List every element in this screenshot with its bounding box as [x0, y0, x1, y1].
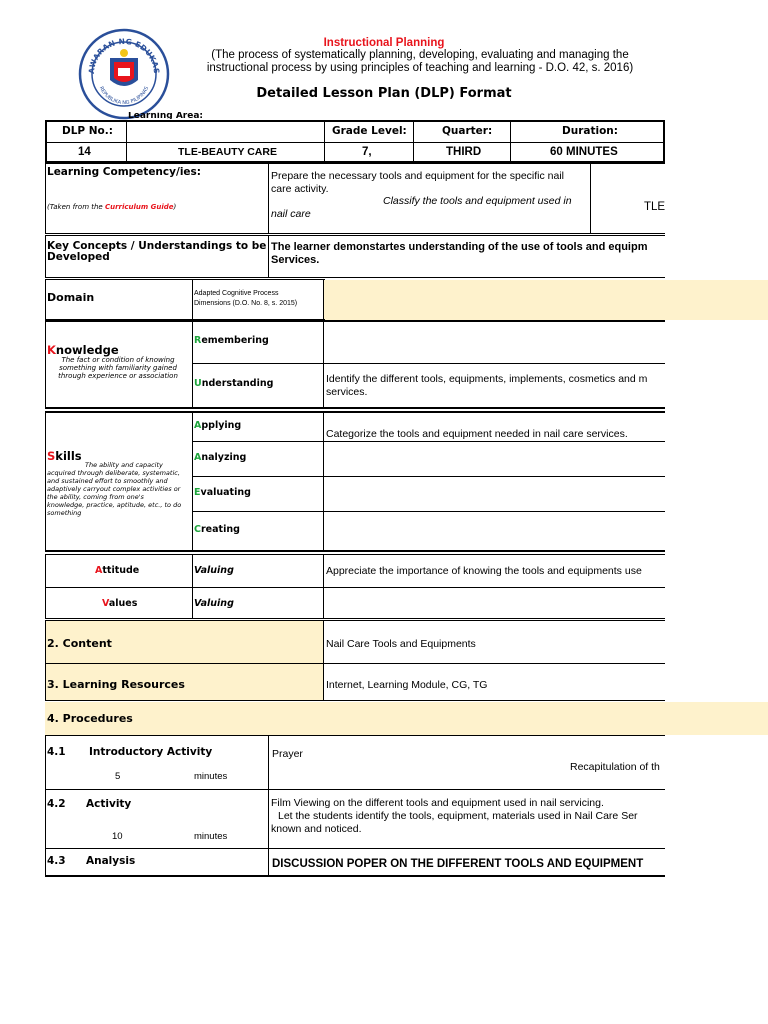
intro-text-prayer: Prayer: [272, 748, 303, 760]
header-subtitle-line2: instructional process by using principles of teaching and learning - D.O. 42, s. 2016): [206, 62, 634, 74]
seal-text-bottom: REPUBLIKA NG PILIPINAS: [97, 85, 151, 107]
dlp-title: Detailed Lesson Plan (DLP) Format: [256, 86, 512, 101]
competency-line4: nail care: [271, 208, 311, 220]
header-subtitle-line1: (The process of systematically planning, developing, evaluating and managing the: [211, 49, 629, 61]
quarter-label: Quarter:: [442, 125, 493, 137]
intro-text-recap: Recapitulation of th: [570, 761, 660, 773]
analysis-text: DISCUSSION POPER ON THE DIFFERENT TOOLS AND EQUIPMENT: [272, 858, 644, 870]
competency-code: TLE: [644, 201, 666, 213]
remembering-label: Remembering: [194, 335, 269, 346]
values-valuing: Valuing: [194, 598, 234, 609]
intro-number: 4.1: [47, 746, 66, 758]
procedures-highlight: [45, 702, 768, 735]
key-concepts-label-line2: Developed: [47, 251, 110, 263]
activity-minutes-unit: minutes: [194, 831, 228, 842]
attitude-label: Attitude: [95, 565, 140, 576]
duration-label: Duration:: [562, 125, 618, 137]
attitude-valuing: Valuing: [194, 565, 234, 576]
skills-description: The ability and capacity acquired through deliberate, systematic, and sustained effort to smoothly and adaptively carryout complex activities or the ability, coming from one's knowledge, practice, aptitude, etc., to do something: [47, 461, 182, 517]
header-title: Instructional Planning: [323, 37, 445, 49]
creating-label: Creating: [194, 524, 240, 535]
applying-text: Categorize the tools and equipment needed in nail care services.: [326, 428, 628, 440]
understanding-label: Understanding: [194, 378, 274, 389]
grade-level-label: Grade Level:: [332, 125, 407, 137]
analyzing-label: Analyzing: [194, 452, 247, 463]
competency-line1: Prepare the necessary tools and equipment for the specific nail: [271, 170, 565, 182]
curriculum-guide-text: Curriculum Guide: [104, 203, 174, 211]
competency-source: (Taken from the Curriculum Guide): [47, 203, 177, 211]
header-subtitle: [150, 49, 690, 75]
applying-label: Applying: [194, 420, 242, 431]
key-concepts-text-line2: Services.: [271, 254, 320, 266]
quarter-value: THIRD: [446, 146, 482, 158]
activity-text-line3: known and noticed.: [271, 823, 362, 835]
competency-line2: care activity.: [271, 183, 329, 195]
dlp-no-label: DLP No.:: [62, 125, 113, 137]
domain-highlight: [324, 280, 768, 320]
intro-minutes-number: 5: [115, 771, 121, 782]
key-concepts-label-line1: Key Concepts / Understandings to be: [47, 240, 267, 252]
resources-label: 3. Learning Resources: [47, 678, 185, 691]
evaluating-label: Evaluating: [194, 487, 251, 498]
resources-text: Internet, Learning Module, CG, TG: [326, 679, 488, 691]
activity-text-line1: Film Viewing on the different tools and equipment used in nail servicing.: [271, 797, 604, 809]
procedures-label: 4. Procedures: [47, 712, 133, 725]
attitude-text: Appreciate the importance of knowing the tools and equipments use: [326, 565, 642, 577]
understanding-text-line1: Identify the different tools, equipments, implements, cosmetics and m: [326, 373, 648, 385]
activity-label: Activity: [86, 798, 132, 810]
content-label: 2. Content: [47, 637, 112, 650]
values-label: Values: [102, 598, 138, 609]
intro-label: Introductory Activity: [89, 746, 213, 758]
seal-text-top: AWARAN NG EDUKAS: [86, 36, 162, 75]
activity-text-line2: Let the students identify the tools, equipment, materials used in Nail Care Ser: [278, 810, 638, 822]
understanding-text-line2: services.: [326, 386, 368, 398]
analysis-label: Analysis: [86, 855, 136, 867]
activity-minutes-number: 10: [112, 831, 123, 842]
competency-line3: Classify the tools and equipment used in: [383, 195, 572, 207]
content-text: Nail Care Tools and Equipments: [326, 638, 476, 650]
intro-minutes-unit: minutes: [194, 771, 228, 782]
knowledge-description: The fact or condition of knowing something with familiarity gained through experience or association: [58, 356, 178, 380]
learning-area-value: TLE-BEAUTY CARE: [178, 146, 277, 158]
skills-label: Skills: [47, 449, 82, 463]
learning-area-label: Learning Area:: [128, 112, 204, 119]
domain-label: Domain: [47, 291, 95, 304]
competency-label: Learning Competency/ies:: [47, 166, 201, 178]
key-concepts-text-line1: The learner demonstartes understanding of the use of tools and equipm: [271, 241, 648, 253]
analysis-number: 4.3: [47, 855, 66, 867]
dlp-no-value: 14: [78, 146, 91, 158]
grade-level-value: 7,: [362, 146, 372, 158]
adapted-dimensions: Adapted Cognitive Process Dimensions (D.O. No. 8, s. 2015): [194, 290, 298, 307]
duration-value: 60 MINUTES: [550, 146, 618, 158]
knowledge-label: Knowledge: [47, 343, 119, 357]
activity-number: 4.2: [47, 798, 66, 810]
